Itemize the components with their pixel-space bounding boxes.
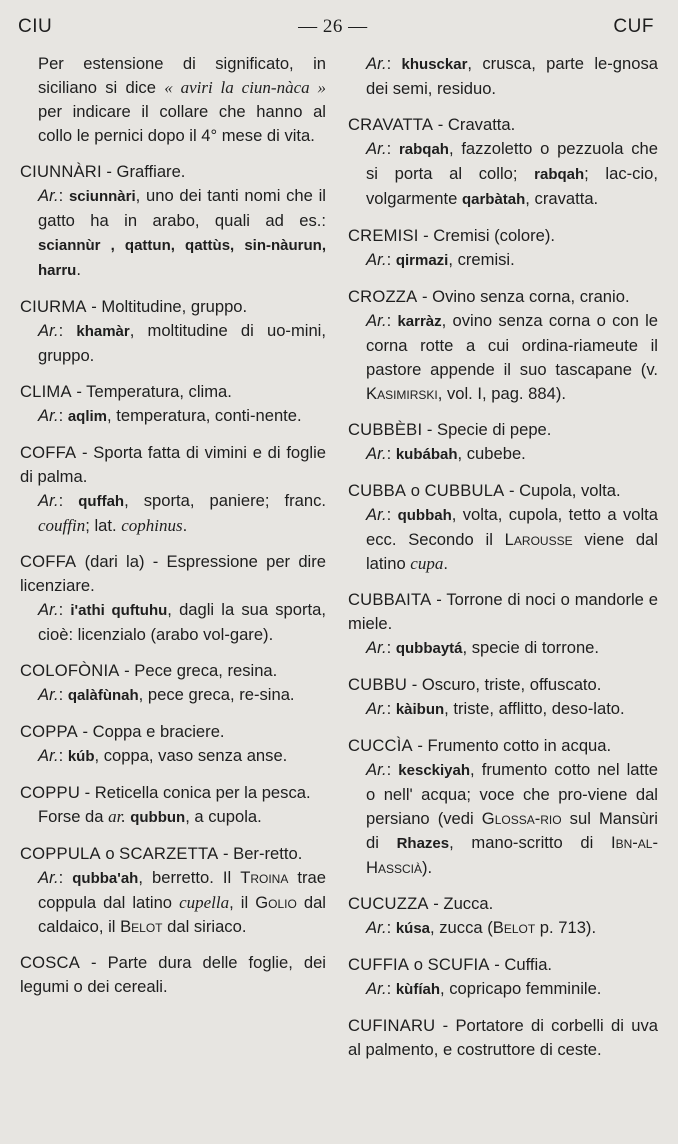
headword: COSCA xyxy=(20,953,81,972)
text: , mano-scritto di xyxy=(449,833,611,852)
headword: CUBBU xyxy=(348,675,408,694)
entry-colofonia: COLOFÒNIA - Pece greca, resina. Ar.: qalàfùnah, pece greca, re-sina. xyxy=(20,661,295,704)
entry-cucuzza: CUCUZZA - Zucca. Ar.: kúsa, zucca (Belot p. 713). xyxy=(348,894,597,937)
author-name: Belot xyxy=(492,918,536,937)
headword: COFFA xyxy=(20,443,77,462)
text: , triste, afflitto, deso-lato. xyxy=(444,699,625,718)
arabic-term: khusckar xyxy=(401,56,468,73)
arabic-term: qubbaytá xyxy=(395,640,463,657)
author-name: Troina xyxy=(240,868,289,887)
arabic-label: Ar. xyxy=(366,250,387,269)
headword: COPPA xyxy=(20,722,78,741)
arabic-label: Ar. xyxy=(366,638,387,657)
text: , zucca ( xyxy=(430,918,493,937)
arabic-term: qalàfùnah xyxy=(67,687,139,704)
entry-coppu xyxy=(20,781,326,830)
text: trae coppula dal latino xyxy=(38,868,326,912)
text: . xyxy=(76,260,81,279)
arabic-term: sciunnàri xyxy=(68,188,136,205)
entry-cosca xyxy=(20,951,326,999)
definition: - Coppa e braciere. xyxy=(77,722,225,741)
headword: CUCUZZA xyxy=(348,894,429,913)
definition: (dari la) - Espressione per dire licenziare. xyxy=(20,552,326,595)
text: ). xyxy=(422,858,433,877)
italic-term: ar. xyxy=(108,807,126,826)
headword: CLIMA xyxy=(20,382,72,401)
entry-coffa-1: COFFA - Sporta fatta di vimini e di foglie di palma. Ar.: quffah, sporta, paniere; franc. couffin; lat. cophinus. xyxy=(20,443,326,535)
arabic-label: Ar. xyxy=(38,685,59,704)
arabic-label: Ar. xyxy=(38,600,59,619)
header-right-guideword: CUF xyxy=(613,16,654,37)
arabic-term: quffah xyxy=(78,493,125,510)
author-name: Larousse xyxy=(504,530,573,549)
text: , il xyxy=(229,893,256,912)
definition: - Moltitudine, gruppo. xyxy=(86,297,248,316)
entry-cubbaita: CUBBAITA - Torrone di noci o mandorle e miele. Ar.: qubbaytá, specie di torrone. xyxy=(348,590,658,657)
arabic-term: khamàr xyxy=(76,323,130,340)
arabic-label: Ar. xyxy=(366,760,387,779)
headword: CUBBULA xyxy=(424,481,505,500)
arabic-label: Ar. xyxy=(366,505,387,524)
definition: - Pece greca, resina. xyxy=(119,661,278,680)
headword: CROZZA xyxy=(348,287,418,306)
text: , specie di torrone. xyxy=(462,638,600,657)
arabic-term: qirmazi xyxy=(395,252,449,269)
entry-clima: CLIMA - Temperatura, clima. Ar.: aqlim, temperatura, conti-nente. xyxy=(20,382,302,425)
arabic-label: Ar. xyxy=(38,186,59,205)
entry-cubbu: CUBBU - Oscuro, triste, offuscato. Ar.: kàibun, triste, afflitto, deso-lato. xyxy=(348,675,625,718)
text: , ovino senza corna o con le corna rotte a cui ordina-riameute il pastore appende il suo tascapane (v. xyxy=(366,311,658,379)
text: dal caldaico, il xyxy=(38,893,326,936)
definition: - Cravatta. xyxy=(433,115,516,134)
entry-coppa: COPPA - Coppa e braciere. Ar.: kúb, coppa, vaso senza anse. xyxy=(20,722,288,765)
definition: - Ovino senza corna, cranio. xyxy=(417,287,630,306)
definition: - Temperatura, clima. xyxy=(71,382,232,401)
entry-cravatta: CRAVATTA - Cravatta. Ar.: rabqah, fazzoletto o pezzuola che si porta al collo; rabqah; lac-cio, volgarmente qarbàtah, cravatta. xyxy=(348,115,658,208)
arabic-term: aqlim xyxy=(67,408,108,425)
arabic-label: Ar. xyxy=(366,444,387,463)
arabic-term: qubbun xyxy=(130,809,186,826)
definition: - Specie di pepe. xyxy=(422,420,552,439)
author-name: Glossa-rio xyxy=(481,809,562,828)
text: ; lat. xyxy=(85,516,122,535)
arabic-label: Ar. xyxy=(366,699,387,718)
text: dal siriaco. xyxy=(162,917,247,936)
text: , dagli la sua sporta, cioè: licenzialo (arabo vol-gare). xyxy=(38,600,326,644)
headword: CRAVATTA xyxy=(348,115,434,134)
arabic-term: karràz xyxy=(397,313,442,330)
arabic-term: rabqah xyxy=(398,141,449,158)
headword: CUBBAITA xyxy=(348,590,432,609)
entry-cubbebi: CUBBÈBI - Specie di pepe. Ar.: kubábah, cubebe. xyxy=(348,420,552,463)
headword: CUCCÌA xyxy=(348,736,413,755)
text: , pece greca, re-sina. xyxy=(138,685,295,704)
entry-coppula: COPPULA o SCARZETTA - Ber-retto. Ar.: qubba'ah, berretto. Il Troina trae coppula dal latino cupella, il Golio dal caldaico, il Belot dal siriaco. xyxy=(20,844,326,936)
arabic-label: Ar. xyxy=(38,746,59,765)
entry-cubba: CUBBA o CUBBULA - Cupola, volta. Ar.: qubbah, volta, cupola, tetto a volta ecc. Secondo il Larousse viene dal latino cupa. xyxy=(348,481,658,573)
text: , fazzoletto o pezzuola che si porta al collo; xyxy=(366,139,658,183)
entry-ciunnari: CIUNNÀRI - Graffiare. Ar.: sciunnàri, uno dei tanti nomi che il gatto ha in arabo, quali ad es.: sciannùr , qattun, qattùs, sin-nàurun, harru. xyxy=(20,162,326,279)
author-name: Golio xyxy=(255,893,297,912)
text: , moltitudine di uo-mini, gruppo. xyxy=(38,321,326,365)
arabic-term: qubba'ah xyxy=(72,870,139,887)
definition: - Graffiare. xyxy=(101,162,186,181)
right-column xyxy=(348,52,658,1074)
arabic-label: Ar. xyxy=(366,918,387,937)
text: , sporta, paniere; franc. xyxy=(124,491,326,510)
headword: CUFINARU xyxy=(348,1016,436,1035)
text: , temperatura, conti-nente. xyxy=(107,406,302,425)
definition: - Zucca. xyxy=(428,894,494,913)
definition: - Cupola, volta. xyxy=(504,481,621,500)
text: , cremisi. xyxy=(448,250,515,269)
text: Forse da xyxy=(38,807,109,826)
arabic-term: sciannùr , qattun, qattùs, sin-nàurun, harru xyxy=(38,237,326,279)
conjunction: o xyxy=(406,481,425,500)
text: , coppa, vaso senza anse. xyxy=(94,746,288,765)
arabic-label: Ar. xyxy=(366,54,387,73)
entry-cuccia: CUCCÌA - Frumento cotto in acqua. Ar.: kesckiyah, frumento cotto nel latte o nell' acqua; voce che pro-viene dal persiano (vedi Glossa-rio sul Mansùri di Rhazes, mano-scritto di Ibn-al-Hasscià). xyxy=(348,736,658,877)
definition: - Oscuro, triste, offuscato. xyxy=(407,675,602,694)
text: ; lac-cio, volgarmente xyxy=(366,164,658,208)
entry-crozza: CROZZA - Ovino senza corna, cranio. Ar.: karràz, ovino senza corna o con le corna rotte a cui ordina-riameute il pastore appende il suo tascapane (v. Kasimirski, vol. I, pag. 884). xyxy=(348,287,658,403)
definition: - Reticella conica per la pesca. xyxy=(80,783,311,802)
arabic-label: Ar. xyxy=(366,311,387,330)
arabic-label: Ar. xyxy=(38,321,59,340)
header-left-guideword: CIU xyxy=(18,16,53,37)
text: , berretto. Il xyxy=(138,868,241,887)
headword: CUBBÈBI xyxy=(348,420,423,439)
conjunction: o xyxy=(409,955,428,974)
entry-cremisi: CREMISI - Cremisi (colore). Ar.: qirmazi, cremisi. xyxy=(348,226,555,269)
author-name: Ibn-al-Hasscià xyxy=(366,833,658,877)
arabic-term: kàibun xyxy=(395,701,445,718)
arabic-term: rabqah xyxy=(534,166,585,183)
headword: SCARZETTA xyxy=(119,844,219,863)
arabic-term: kúsa xyxy=(395,920,431,937)
headword: COLOFÒNIA xyxy=(20,661,120,680)
text: viene dal latino xyxy=(366,530,658,573)
text: , cubebe. xyxy=(457,444,526,463)
arabic-term: qarbàtah xyxy=(461,191,526,208)
arabic-label: Ar. xyxy=(366,979,387,998)
text: sul Mansùri di xyxy=(366,809,658,852)
arabic-term: kúb xyxy=(67,748,95,765)
arabic-label: Ar. xyxy=(38,491,59,510)
arabic-term: qubbah xyxy=(397,507,452,524)
headword: CUFFIA xyxy=(348,955,410,974)
italic-term: cupa xyxy=(410,554,444,573)
definition: - Torrone di noci o mandorle e miele. xyxy=(348,590,658,633)
text: , cravatta. xyxy=(525,189,599,208)
headword: COPPU xyxy=(20,783,81,802)
arabic-label: Ar. xyxy=(38,868,59,887)
italic-term: couffin xyxy=(38,516,86,535)
text: , volta, cupola, tetto a volta ecc. Secondo il xyxy=(366,505,658,549)
arabic-term: Rhazes xyxy=(396,835,450,852)
arabic-term: kesckiyah xyxy=(398,762,471,779)
definition: - Cuffia. xyxy=(489,955,553,974)
text: , vol. I, pag. 884). xyxy=(437,384,566,403)
text: Per estensione di significato, in siciliano si dice xyxy=(38,54,326,97)
text: per indicare il collare che hanno al collo le pernici dopo il 4° mese di vita. xyxy=(38,102,326,145)
text: , frumento cotto nel latte o nell' acqua; voce che pro-viene dal persiano (vedi xyxy=(366,760,658,828)
arabic-label: Ar. xyxy=(38,406,59,425)
headword: CIURMA xyxy=(20,297,87,316)
entry-cuffia: CUFFIA o SCUFIA - Cuffia. Ar.: kùfíah, copricapo femminile. xyxy=(348,955,602,998)
text: , copricapo femminile. xyxy=(440,979,602,998)
text: . xyxy=(443,554,448,573)
entry-ciurma: CIURMA - Moltitudine, gruppo. Ar.: khamàr, moltitudine di uo-mini, gruppo. xyxy=(20,297,326,365)
definition: - Ber-retto. xyxy=(218,844,303,863)
page-number: — 26 — xyxy=(298,16,368,37)
headword: CREMISI xyxy=(348,226,419,245)
italic-term: cophinus xyxy=(121,516,183,535)
definition: - Sporta fatta di vimini e di foglie di palma. xyxy=(20,443,326,486)
entry-continuation xyxy=(20,52,326,148)
definition: - Parte dura delle foglie, dei legumi o dei cereali. xyxy=(20,953,326,996)
text: , a cupola. xyxy=(185,807,262,826)
running-head xyxy=(18,16,654,38)
entry-cufinaru xyxy=(348,1014,658,1062)
headword: COPPULA xyxy=(20,844,101,863)
text: , crusca, parte le-gnosa dei semi, residuo. xyxy=(366,54,658,98)
text: p. 713). xyxy=(535,918,597,937)
text: , uno dei tanti nomi che il gatto ha in arabo, quali ad es.: xyxy=(38,186,326,230)
quote: « aviri la ciun-nàca » xyxy=(164,78,327,97)
entry-continuation: Ar.: khusckar, crusca, parte le-gnosa dei semi, residuo. xyxy=(366,54,658,98)
arabic-label: Ar. xyxy=(366,139,387,158)
author-name: Kasimirski xyxy=(366,384,438,403)
definition: - Cremisi (colore). xyxy=(418,226,555,245)
conjunction: o xyxy=(100,844,120,863)
entry-coffa-2: COFFA (dari la) - Espressione per dire licenziare. Ar.: i'athi quftuhu, dagli la sua sporta, cioè: licenzialo (arabo vol-gare). xyxy=(20,552,326,644)
headword: SCUFIA xyxy=(427,955,490,974)
arabic-term: kubábah xyxy=(395,446,458,463)
arabic-term: kùfíah xyxy=(395,981,441,998)
italic-term: cupella xyxy=(179,893,230,912)
definition: - Frumento cotto in acqua. xyxy=(412,736,612,755)
definition: - Portatore di corbelli di uva al palmento, e costruttore di ceste. xyxy=(348,1016,658,1059)
headword: COFFA xyxy=(20,552,77,571)
left-column xyxy=(20,52,326,1011)
arabic-term: i'athi quftuhu xyxy=(70,602,168,619)
headword: CIUNNÀRI xyxy=(20,162,102,181)
text: . xyxy=(182,516,188,535)
author-name: Belot xyxy=(120,917,163,936)
headword: CUBBA xyxy=(348,481,407,500)
